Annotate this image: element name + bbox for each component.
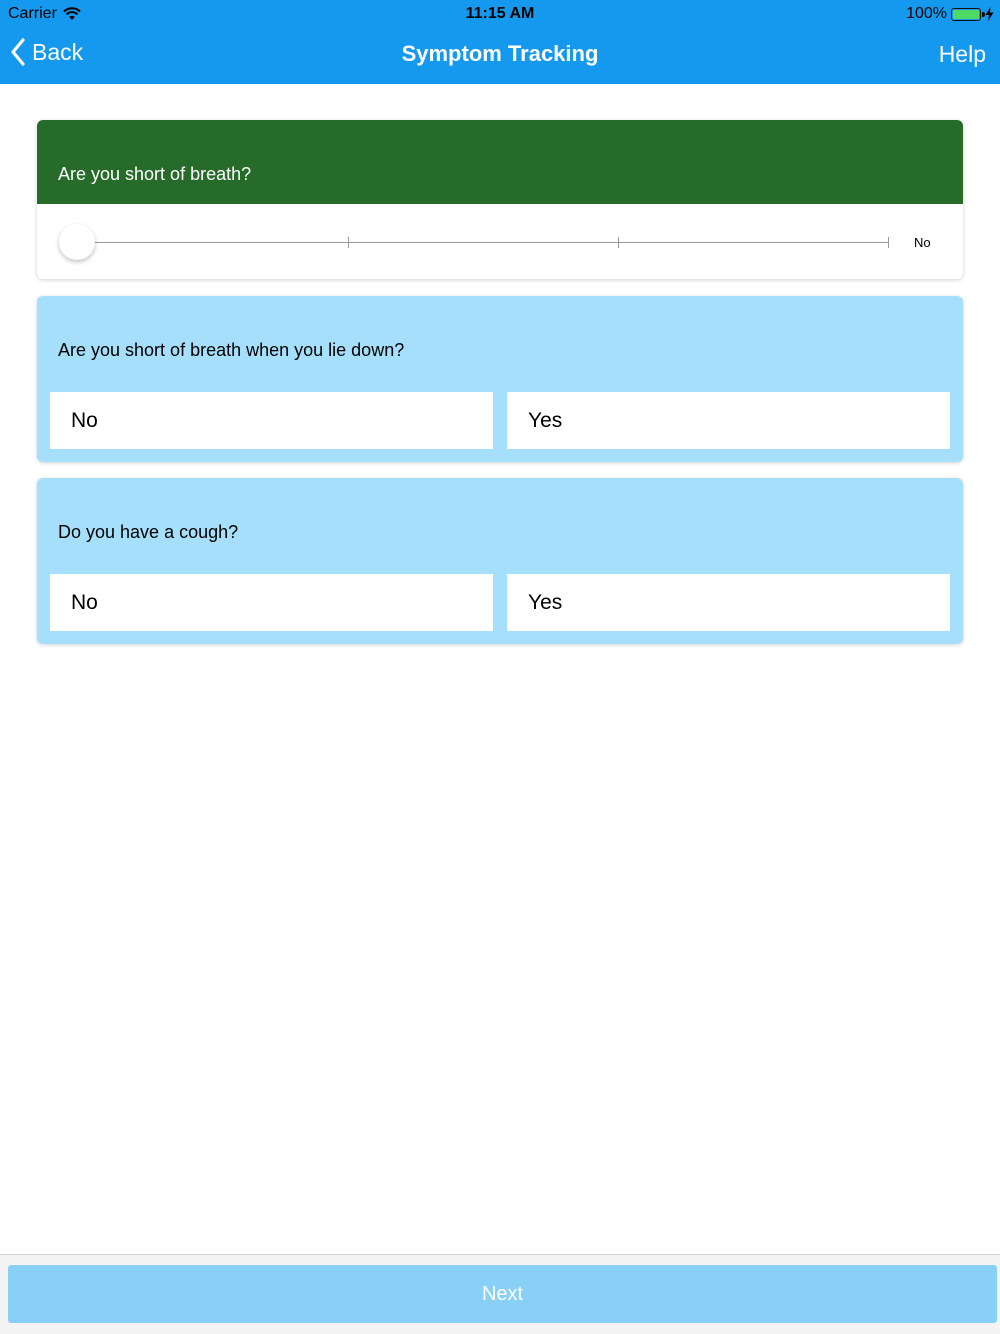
slider-tick (618, 237, 619, 248)
status-bar (0, 0, 1000, 28)
app-header (0, 0, 1000, 84)
answer-no-button[interactable] (50, 392, 493, 449)
slider-tick (888, 237, 889, 248)
question-header (37, 120, 963, 204)
back-label: Back (32, 38, 84, 65)
slider-track[interactable] (78, 242, 888, 243)
question-card-cough (37, 478, 963, 644)
question-text: Are you short of breath when you lie down? (58, 340, 405, 360)
answer-yes-button[interactable] (507, 574, 950, 631)
slider-thumb[interactable] (59, 224, 95, 260)
question-text: Do you have a cough? (58, 522, 239, 542)
question-card-short-of-breath (37, 120, 963, 279)
charging-bolt-icon (985, 7, 994, 21)
answer-no-button[interactable] (50, 574, 493, 631)
answer-yes-button[interactable] (507, 392, 950, 449)
answer-label: No (71, 408, 98, 432)
slider-value-label: No (914, 235, 931, 250)
help-button[interactable]: Help (938, 41, 986, 67)
footer-bar (0, 1254, 1000, 1334)
battery-percent: 100% (906, 5, 947, 22)
next-button[interactable]: Next (8, 1265, 997, 1323)
page-title: Symptom Tracking (401, 41, 599, 66)
answer-label: Yes (528, 590, 563, 614)
question-text: Are you short of breath? (58, 164, 252, 184)
question-card-short-of-breath-lying (37, 296, 963, 462)
battery-icon (951, 8, 981, 21)
battery-indicator (906, 5, 994, 23)
status-time: 11:15 AM (465, 5, 535, 22)
battery-level (953, 10, 979, 19)
answer-label: No (71, 590, 98, 614)
severity-slider[interactable] (37, 204, 963, 279)
carrier-label: Carrier (8, 5, 57, 22)
answer-label: Yes (528, 408, 563, 432)
slider-tick (348, 237, 349, 248)
